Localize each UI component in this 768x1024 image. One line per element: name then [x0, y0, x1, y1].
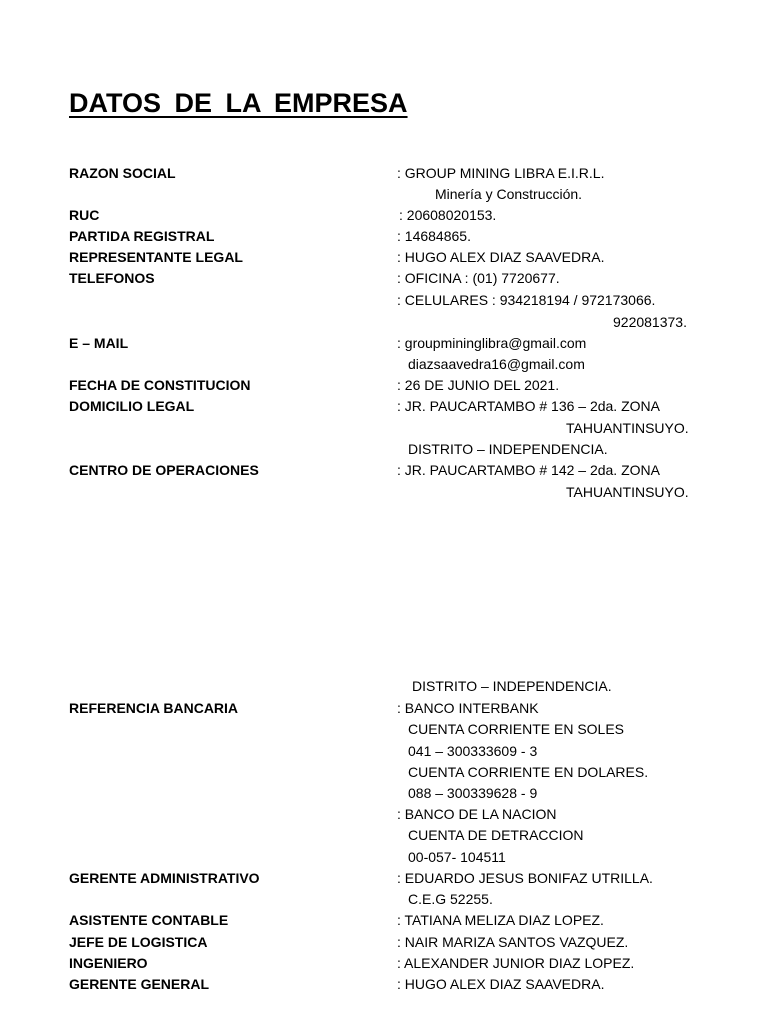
- partida-registral-label: PARTIDA REGISTRAL: [69, 228, 215, 244]
- telefono-oficina: : OFICINA : (01) 7720677.: [397, 270, 560, 286]
- domicilio-legal-value: : JR. PAUCARTAMBO # 136 – 2da. ZONA: [397, 398, 660, 414]
- cuenta-soles-numero: 041 – 300333609 - 3: [408, 743, 538, 759]
- email-value-2: diazsaavedra16@gmail.com: [408, 356, 585, 372]
- centro-operaciones-value: : JR. PAUCARTAMBO # 142 – 2da. ZONA: [397, 462, 660, 478]
- ruc-value: : 20608020153.: [399, 207, 497, 223]
- jefe-logistica-label: JEFE DE LOGISTICA: [69, 934, 208, 950]
- centro-operaciones-label: CENTRO DE OPERACIONES: [69, 462, 259, 478]
- cuenta-soles-label: CUENTA CORRIENTE EN SOLES: [408, 721, 625, 737]
- gerente-administrativo-ceg: C.E.G 52255.: [408, 891, 493, 907]
- telefonos-label: TELEFONOS: [69, 270, 155, 286]
- email-value-1: : groupmininglibra@gmail.com: [397, 335, 587, 351]
- ingeniero-label: INGENIERO: [69, 955, 148, 971]
- cuenta-dolares-numero: 088 – 300339628 - 9: [408, 785, 538, 801]
- ruc-label: RUC: [69, 207, 100, 223]
- asistente-contable-label: ASISTENTE CONTABLE: [69, 912, 229, 928]
- fecha-constitucion-value: : 26 DE JUNIO DEL 2021.: [397, 377, 560, 393]
- jefe-logistica-value: : NAIR MARIZA SANTOS VAZQUEZ.: [397, 934, 629, 950]
- banco-nacion: : BANCO DE LA NACION: [397, 806, 557, 822]
- fecha-constitucion-label: FECHA DE CONSTITUCION: [69, 377, 251, 393]
- razon-social-label: RAZON SOCIAL: [69, 165, 176, 181]
- email-label: E – MAIL: [69, 335, 129, 351]
- razon-social-value: : GROUP MINING LIBRA E.I.R.L.: [397, 165, 605, 181]
- razon-social-subtitle: Minería y Construcción.: [435, 186, 583, 202]
- referencia-bancaria-label: REFERENCIA BANCARIA: [69, 700, 239, 716]
- gerente-general-value: : HUGO ALEX DIAZ SAAVEDRA.: [397, 976, 605, 992]
- telefono-celular-extra: 922081373.: [613, 314, 687, 330]
- gerente-administrativo-value: : EDUARDO JESUS BONIFAZ UTRILLA.: [397, 870, 653, 886]
- centro-operaciones-distrito: DISTRITO – INDEPENDENCIA.: [412, 678, 612, 694]
- representante-legal-label: REPRESENTANTE LEGAL: [69, 249, 243, 265]
- cuenta-dolares-label: CUENTA CORRIENTE EN DOLARES.: [408, 764, 649, 780]
- gerente-administrativo-label: GERENTE ADMINISTRATIVO: [69, 870, 260, 886]
- page-title: DATOS DE LA EMPRESA: [69, 88, 408, 118]
- domicilio-legal-distrito: DISTRITO – INDEPENDENCIA.: [408, 441, 608, 457]
- telefono-celulares: : CELULARES : 934218194 / 972173066.: [397, 292, 656, 308]
- cuenta-detraccion-label: CUENTA DE DETRACCION: [408, 827, 584, 843]
- domicilio-legal-label: DOMICILIO LEGAL: [69, 398, 195, 414]
- asistente-contable-value: : TATIANA MELIZA DIAZ LOPEZ.: [397, 912, 604, 928]
- domicilio-legal-zona: TAHUANTINSUYO.: [566, 420, 689, 436]
- gerente-general-label: GERENTE GENERAL: [69, 976, 210, 992]
- centro-operaciones-zona: TAHUANTINSUYO.: [566, 484, 689, 500]
- cuenta-detraccion-numero: 00-057- 104511: [408, 849, 506, 865]
- ingeniero-value: : ALEXANDER JUNIOR DIAZ LOPEZ.: [397, 955, 635, 971]
- representante-legal-value: : HUGO ALEX DIAZ SAAVEDRA.: [397, 249, 605, 265]
- partida-registral-value: : 14684865.: [397, 228, 471, 244]
- banco-interbank: : BANCO INTERBANK: [397, 700, 539, 716]
